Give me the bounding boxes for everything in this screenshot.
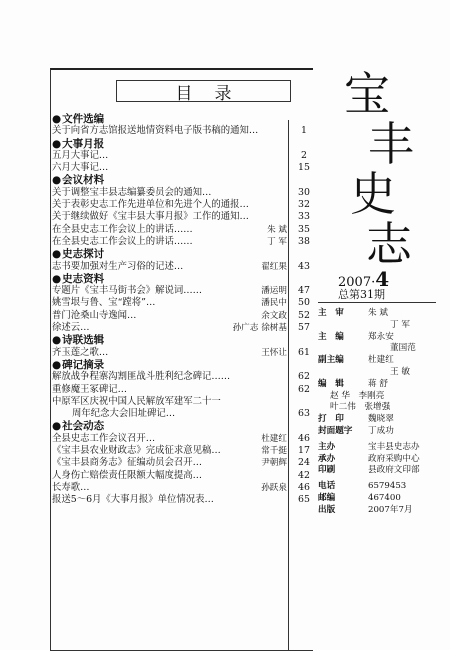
toc-entry-title: [52, 470, 202, 482]
toc-entry-title: [52, 211, 249, 223]
toc-entry-title: [52, 482, 90, 494]
toc-entry-page: 42: [298, 469, 310, 481]
credit-value: 政府采购中心: [368, 453, 420, 464]
credit-label: 印刷: [318, 465, 336, 476]
credit-label: 副主编: [318, 355, 344, 366]
toc-entry-text: 齐玉莲之歌…: [52, 346, 109, 358]
credit-label: 承办: [318, 453, 336, 464]
toc-entry-author: 朱 斌: [267, 224, 287, 235]
toc-entry-title: [52, 285, 202, 297]
credit-row: [318, 481, 440, 493]
bullet-icon: ●: [52, 113, 62, 125]
toc-entry-page: 52: [298, 309, 310, 321]
credit-value: 杜建红: [368, 355, 394, 366]
toc-entry-text: 在全县史志工作会议上的讲话……: [52, 235, 193, 247]
toc-entry-text: 专题片《宝丰马街书会》解说词……: [52, 285, 203, 297]
toc-entry-author: 翟红果: [261, 261, 287, 272]
toc-entry-title: [52, 457, 202, 469]
toc-entry-title: [52, 371, 230, 383]
toc-entry-page: 35: [298, 223, 310, 235]
toc-entry-author: 杜建红: [261, 433, 287, 444]
toc-entry-text: 中原军区庆祝中国人民解放军建军二十一: [52, 395, 221, 407]
toc-entry-title: [52, 187, 211, 199]
toc-entry: [52, 150, 364, 162]
credit-label: 主 审: [318, 308, 344, 318]
toc-entry-title: [52, 347, 108, 359]
credit-label: 编 辑: [318, 378, 344, 389]
credit-label: 电话: [318, 481, 336, 492]
toc-entry-text: 长寿歌…: [52, 481, 90, 493]
credit-value: 王 敏: [390, 366, 410, 377]
toc-entry-text: 在全县史志工作会议上的讲话……: [52, 223, 193, 235]
toc-entry-page: 57: [298, 322, 310, 334]
toc-entry-title: [52, 396, 221, 408]
credit-value: 朱 斌: [368, 308, 388, 318]
toc-entry-text: 六月大事记…: [52, 162, 109, 174]
toc-entry-author: 余文政: [261, 310, 287, 321]
toc-entry-text: 会议材料: [62, 174, 105, 187]
toc-entry-title: [52, 138, 104, 150]
toc-entry-text: 史志资料: [62, 272, 105, 285]
toc-entry-author: 潘运明: [261, 286, 287, 297]
toc-entry-page: 61: [298, 346, 310, 358]
credit-row: [318, 320, 440, 332]
toc-entry-page: 24: [298, 457, 310, 469]
toc-entry-text: 碑记摘录: [62, 358, 105, 371]
credit-row: [318, 343, 440, 355]
toc-entry-title: [52, 224, 193, 236]
credit-value: 董国范: [390, 343, 416, 354]
toc-entry-text: 志书要加强对生产习俗的记述…: [52, 260, 184, 272]
toc-section-heading: [52, 113, 364, 125]
toc-entry-text: 普门沧桑山寺逸闻…: [52, 309, 137, 321]
toc-entry-author: 尹朝辉: [261, 458, 287, 469]
credit-row: [318, 426, 440, 438]
toc-entry-text: 关于表彰史志工作先进单位和先进个人的通报…: [52, 199, 249, 211]
toc-entry-text: 姚雪垠与鲁、宝“蹚将”…: [52, 297, 156, 309]
toc-entry-page: 43: [298, 260, 310, 272]
toc-entry-title: [52, 236, 193, 248]
credit-value: 魏晓翠: [368, 414, 394, 425]
toc-entry: [52, 285, 364, 297]
masthead-char: 丰: [368, 117, 414, 171]
toc-entry-page: 62: [298, 383, 310, 395]
credit-row: [318, 493, 440, 505]
masthead: [330, 58, 420, 273]
toc-entry-title: [52, 125, 258, 137]
credit-value: 丁 军: [390, 319, 410, 330]
toc-entry-text: 文件选编: [62, 113, 105, 125]
credit-value: 2007年7月: [368, 504, 413, 515]
masthead-char: 宝: [344, 67, 390, 121]
toc-entry-page: 17: [298, 445, 310, 457]
credit-label: 出版: [318, 504, 336, 515]
credit-value: 蒋 舒: [368, 378, 388, 389]
credit-row: [318, 465, 440, 477]
toc-heading: 目录: [116, 80, 291, 102]
credit-label: 打 印: [318, 414, 344, 425]
toc-entry-page: 46: [298, 481, 310, 493]
credit-row: [318, 379, 440, 391]
toc-entry-page: 46: [298, 432, 310, 444]
toc-entry-page: 63: [298, 408, 310, 420]
issue-number: 4: [375, 267, 390, 291]
issue-year: 2007: [338, 275, 372, 290]
bullet-icon: ●: [52, 358, 62, 371]
credit-row: [318, 367, 440, 379]
credits: [318, 308, 440, 517]
toc-section-heading: [52, 174, 364, 186]
toc-entry: [52, 125, 364, 137]
toc-entry-title: [52, 359, 104, 371]
bullet-icon: ●: [52, 137, 62, 150]
toc-entry-author: 王怀让: [261, 347, 287, 358]
toc-entry-text: 人身伤亡赔偿责任限额大幅度提高…: [52, 469, 203, 481]
toc-entry: [52, 187, 364, 199]
toc-entry-title: [52, 334, 104, 346]
toc-entry-author: 常千挺: [261, 446, 287, 457]
masthead-char: 志: [366, 217, 412, 271]
credit-value: 郑永安: [368, 331, 394, 342]
credit-row: [318, 308, 440, 320]
toc-entry-title: [52, 420, 104, 432]
masthead-char: 史: [350, 167, 396, 221]
credit-value: 丁成功: [368, 425, 394, 436]
credit-value: 宝丰县史志办: [368, 441, 420, 452]
toc-entry-title: [52, 433, 155, 445]
issue-dot: ·: [371, 275, 376, 290]
credit-row: [318, 402, 440, 414]
bullet-icon: ●: [52, 420, 62, 433]
toc-entry-text: 关于向省方志馆报送地情资料电子版书稿的通知…: [52, 125, 259, 137]
credit-row: [318, 442, 440, 454]
divider: [318, 302, 436, 303]
toc-entry-text: 重修魔王冢碑记…: [52, 383, 128, 395]
toc-entry-title: [52, 384, 127, 396]
toc-entry-title: [52, 322, 90, 334]
toc-entry: [52, 261, 364, 273]
credit-row: [318, 414, 440, 426]
bullet-icon: ●: [52, 174, 62, 187]
toc-entry: [52, 199, 364, 211]
toc-entry-text: 史志探讨: [62, 248, 105, 261]
bullet-icon: ●: [52, 272, 62, 285]
toc-entry-author: 潘民中: [261, 298, 287, 309]
bullet-icon: ●: [52, 248, 62, 261]
toc-entry-text: 周年纪念大会旧址碑记…: [72, 408, 176, 420]
credit-label: 封面题字: [318, 425, 353, 436]
toc-section-heading: [52, 248, 364, 260]
toc-entry-text: 《宝丰县商务志》征编动员会召开…: [52, 457, 203, 469]
toc-entry-page: 33: [298, 211, 310, 223]
toc-entry-title: [52, 273, 104, 285]
credit-row: [318, 505, 440, 517]
toc-entry-text: 社会动态: [62, 420, 105, 433]
credit-row: [318, 391, 440, 403]
credit-value: 叶二伟 张增强: [330, 402, 391, 413]
toc-entry-title: [52, 408, 175, 420]
toc-entry-title: [52, 494, 214, 506]
credit-row: [318, 355, 440, 367]
toc-entry-text: 关于调整宝丰县志编纂委员会的通知…: [52, 186, 212, 198]
toc-entry-text: 报送5～6月《大事月报》单位情况表…: [52, 494, 214, 506]
credit-value: 县政府文印部: [368, 465, 420, 476]
toc-entry-page: 32: [298, 199, 310, 211]
toc-entry-text: 解放战争程寨沟割匪战斗胜利纪念碑记……: [52, 371, 231, 383]
toc-entry: [52, 224, 364, 236]
toc-entry-page: 47: [298, 285, 310, 297]
credit-value: 467400: [368, 492, 401, 503]
toc-entry-title: [52, 445, 221, 457]
toc-entry-text: 诗联选辑: [62, 334, 105, 347]
toc-section-heading: [52, 138, 364, 150]
toc-entry-text: 全县史志工作会议召开…: [52, 432, 156, 444]
credit-label: 主 编: [318, 331, 344, 342]
toc-entry-text: 大事月报: [62, 137, 105, 150]
toc-entry-page: 30: [298, 186, 310, 198]
toc-entry-page: 50: [298, 297, 310, 309]
credit-label: 主办: [318, 441, 336, 452]
toc-entry-author: 孙广志 徐树基: [232, 323, 287, 334]
toc-entry-text: 徐述云…: [52, 322, 90, 334]
credit-row: [318, 454, 440, 466]
toc-entry-title: [52, 162, 108, 174]
toc-entry-page: 15: [298, 162, 310, 174]
total-issue: 总第31期: [338, 288, 385, 301]
toc-section-heading: [52, 273, 364, 285]
toc-entry: [52, 162, 364, 174]
toc-entry-author: 孙跃泉: [261, 482, 287, 493]
toc-entry-text: 《宝丰县农业财政志》完成征求意见稿…: [52, 445, 221, 457]
credit-value: 赵 华 李刚亮: [330, 390, 385, 401]
bullet-icon: ●: [52, 334, 62, 347]
toc-entry-title: [52, 199, 249, 211]
credit-label: 邮编: [318, 492, 336, 503]
toc-entry-title: [52, 248, 104, 260]
toc-entry: [52, 236, 364, 248]
credit-value: 6579453: [368, 481, 407, 492]
toc-entry-title: [52, 113, 104, 125]
toc-entry-title: [52, 174, 104, 186]
toc-entry-page: 62: [298, 371, 310, 383]
toc-entry-page: 65: [298, 494, 310, 506]
toc-entry-page: 1: [301, 125, 307, 137]
toc-entry: [52, 211, 364, 223]
toc-entry-title: [52, 261, 183, 273]
toc-entry-text: 五月大事记…: [52, 149, 109, 161]
credit-row: [318, 332, 440, 344]
toc-entry-text: 关于继续做好《宝丰县大事月报》工作的通知…: [52, 211, 249, 223]
toc-entry-title: [52, 310, 136, 322]
toc-entry-title: [52, 150, 108, 162]
toc-entry-author: 丁 军: [267, 236, 287, 247]
toc-entry-page: 2: [301, 149, 307, 161]
toc-entry-title: [52, 297, 155, 309]
toc-entry-page: 38: [298, 235, 310, 247]
